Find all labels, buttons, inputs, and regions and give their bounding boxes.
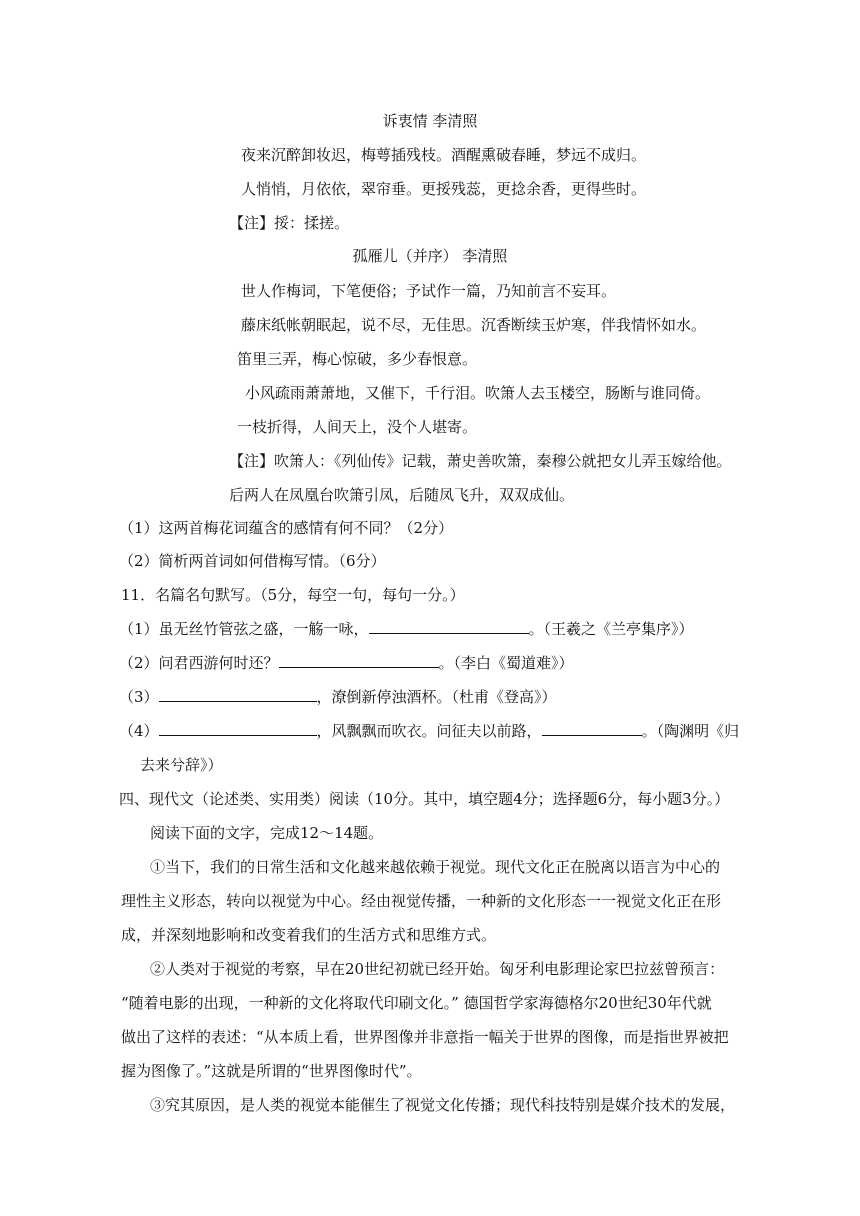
poem2-preface: 世人作梅词，下笔便俗；予试作一篇，乃知前言不妄耳。 <box>241 282 617 300</box>
paragraph-1-line: 成，并深刻地影响和改变着我们的生活方式和思维方式。 <box>121 926 497 944</box>
paragraph-2-line: 做出了这样的表述：“从本质上看，世界图像并非意指一幅关于世界的图像，而是指世界被把 <box>121 1028 729 1046</box>
q11-item-4 <box>119 721 739 741</box>
poem1-title: 诉衷情 李清照 <box>382 112 478 130</box>
poem2-line: 藤床纸帐朝眠起，说不尽，无佳思。沉香断续玉炉寒，伴我情怀如水。 <box>241 316 707 334</box>
poem2-line: 一枝折得，人间天上，没个人堪寄。 <box>237 418 478 436</box>
answer-blank[interactable] <box>159 721 317 736</box>
poem1-note: 【注】挼：揉搓。 <box>229 214 350 232</box>
poem2-line: 笛里三弄，梅心惊破，多少春恨意。 <box>237 350 478 368</box>
question-1: （1）这两首梅花词蕴含的感情有何不同？（2分） <box>119 519 454 537</box>
q11-item-2-source: 。（李白《蜀道难》） <box>438 654 574 672</box>
q11-heading: 11．名篇名句默写。（5分，每空一句，每句一分。） <box>121 586 465 604</box>
paragraph-2-line: ②人类对于视觉的考察，早在20世纪初就已经开始。匈牙利电影理论家巴拉兹曾预言： <box>150 960 725 978</box>
poem2-note: 后两人在凤凰台吹箫引凤，后随凤飞升，双双成仙。 <box>229 486 575 504</box>
reading-intro: 阅读下面的文字，完成12～14题。 <box>150 824 384 842</box>
q11-item-3 <box>119 687 557 707</box>
q11-item-4-number: （4） <box>119 722 159 740</box>
poem2-title: 孤雁儿（并序） 李清照 <box>352 247 508 265</box>
poem1-line: 夜来沉醉卸妆迟，梅萼插残枝。酒醒熏破春睡，梦远不成归。 <box>241 146 647 164</box>
poem2-line: 小风疏雨萧萧地，又催下，千行泪。吹箫人去玉楼空，肠断与谁同倚。 <box>245 384 711 402</box>
q11-item-1-text: （1）虽无丝竹管弦之盛，一觞一咏， <box>119 620 369 638</box>
q11-item-2-text: （2）问君西游何时还？ <box>119 654 279 672</box>
q11-item-3-text: ，潦倒新停浊酒杯。（杜甫《登高》） <box>316 688 557 706</box>
q11-item-3-number: （3） <box>119 688 159 706</box>
q11-item-4-continued: 去来兮辞》） <box>140 756 223 774</box>
answer-blank[interactable] <box>159 687 317 702</box>
q11-item-4-text: ，风飘飘而吹衣。问征夫以前路， <box>316 722 542 740</box>
paragraph-3-line: ③究其原因，是人类的视觉本能催生了视觉文化传播；现代科技特别是媒介技术的发展， <box>150 1096 736 1114</box>
question-2: （2）简析两首词如何借梅写情。（6分） <box>119 552 386 570</box>
poem1-line: 人悄悄，月依依，翠帘垂。更挼残蕊，更捻余香，更得些时。 <box>241 180 647 198</box>
answer-blank[interactable] <box>369 619 529 634</box>
paragraph-1-line: ①当下，我们的日常生活和文化越来越依赖于视觉。现代文化正在脱离以语言为中心的 <box>150 858 721 876</box>
q11-item-2 <box>119 653 574 673</box>
answer-blank[interactable] <box>542 721 642 736</box>
q11-item-1 <box>119 619 694 639</box>
answer-blank[interactable] <box>279 653 439 668</box>
paragraph-1-line: 理性主义形态，转向以视觉为中心。经由视觉传播，一种新的文化形态一一视觉文化正在形 <box>121 892 722 910</box>
paragraph-2-line: 握为图像了。”这就是所谓的“世界图像时代”。 <box>121 1062 422 1080</box>
poem2-note: 【注】吹箫人：《列仙传》记载，萧史善吹箫，秦穆公就把女儿弄玉嫁给他。 <box>229 452 732 470</box>
q11-item-1-source: 。（王羲之《兰亭集序》） <box>528 620 694 638</box>
paragraph-2-line: “随着电影的出现，一种新的文化将取代印刷文化。” 德国哲学家海德格尔20世纪30年代就 <box>121 994 712 1012</box>
section-4-heading: 四、现代文（论述类、实用类）阅读（10分。其中，填空题4分；选择题6分，每小题3分。） <box>119 790 730 808</box>
q11-item-4-source: 。（陶渊明《归 <box>641 722 740 740</box>
